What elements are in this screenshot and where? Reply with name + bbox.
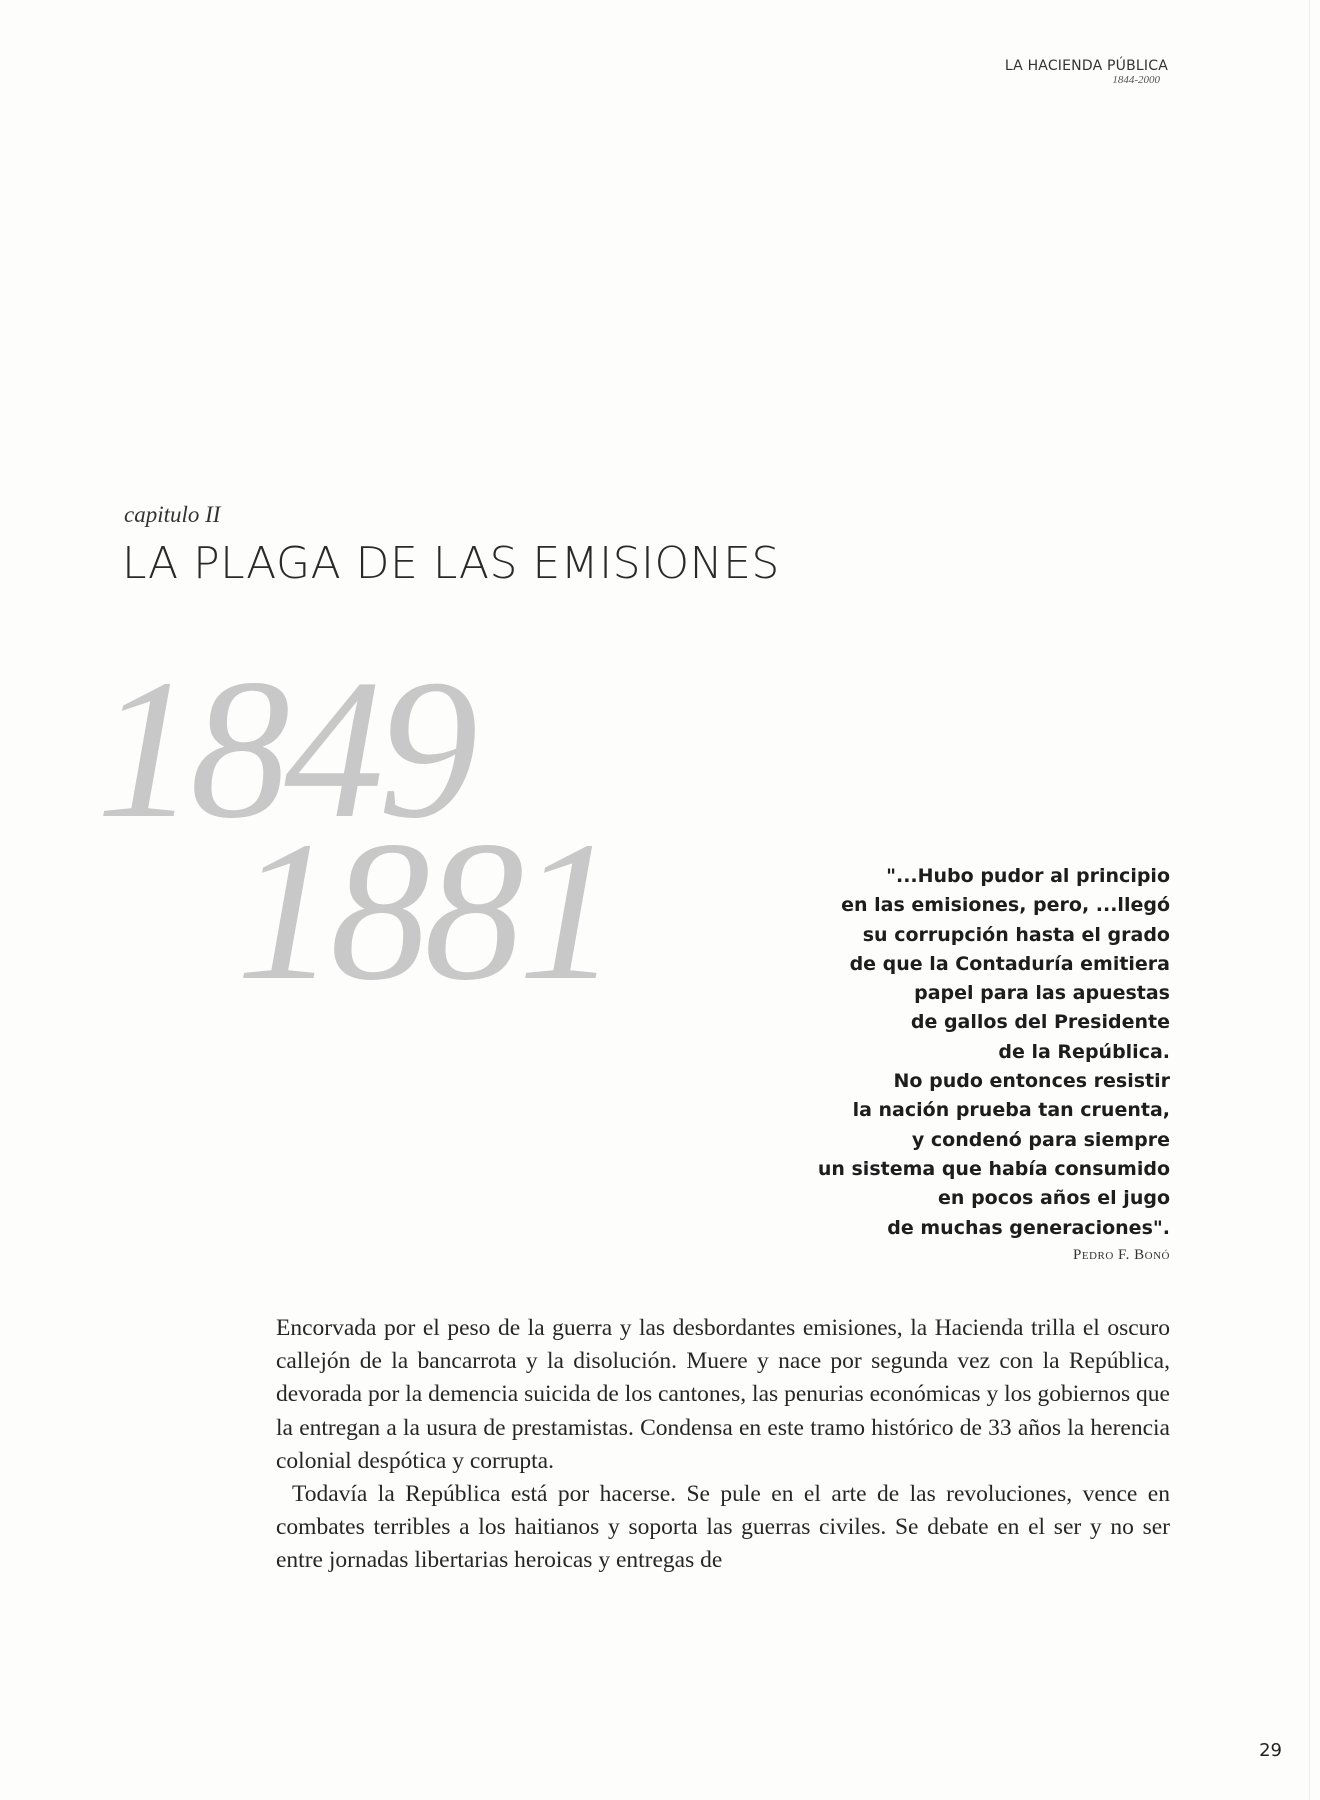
quote-line: y condenó para siempre <box>911 1128 1170 1151</box>
running-head <box>1005 58 1168 86</box>
quote-line: de que la Contaduría emitiera <box>849 952 1170 975</box>
running-head-years: 1844-2000 <box>1112 74 1160 86</box>
quote-line: la nación prueba tan cruenta, <box>852 1099 1170 1122</box>
quote-line: en pocos años el jugo <box>938 1187 1170 1210</box>
body-paragraph: Todavía la República está por hacerse. Se pule en el arte de las revoluciones, vence en combates terribles a los haitianos y soporta las guerras civiles. Se debate en el ser y no ser entre jornadas libertarias heroicas y entregas de <box>276 1481 1170 1574</box>
quote-author: Pedro F. Bonó <box>1072 1246 1170 1263</box>
quote-line: un sistema que había consumido <box>817 1157 1170 1180</box>
quote-line: "...Hubo pudor al principio <box>886 865 1170 887</box>
chapter-title: LA PLAGA DE LAS EMISIONES <box>122 538 780 589</box>
quote-line: No pudo entonces resistir <box>893 1070 1170 1093</box>
quote-line: en las emisiones, pero, ...llegó <box>841 894 1170 917</box>
running-head-title: LA HACIENDA PÚBLICA <box>1004 58 1168 74</box>
chapter-year-end: 1881 <box>236 801 612 1022</box>
page-edge <box>1309 0 1310 1800</box>
quote-line: de la República. <box>998 1040 1170 1063</box>
quote-line: su corrupción hasta el grado <box>862 923 1170 946</box>
page-number: 29 <box>1259 1740 1282 1761</box>
epigraph-quote <box>750 862 1170 1264</box>
chapter-year-start: 1849 <box>96 639 472 860</box>
quote-line: papel para las apuestas <box>914 982 1170 1005</box>
body-paragraph: Encorvada por el peso de la guerra y las desbordantes emisiones, la Hacienda trilla el oscuro callejón de la bancarrota y la disolución. Muere y nace por segunda vez con la República, devorada por la demencia suicida de los cantones, las penurias económicas y los gobiernos que la entregan a la usura de prestamistas. Condensa en este tramo histórico de 33 años la herencia colonial despótica y corrupta. <box>276 1315 1170 1474</box>
quote-line: de muchas generaciones". <box>887 1216 1170 1239</box>
body-text <box>276 1312 1170 1578</box>
chapter-label: capitulo II <box>124 502 221 527</box>
quote-line: de gallos del Presidente <box>910 1011 1170 1034</box>
